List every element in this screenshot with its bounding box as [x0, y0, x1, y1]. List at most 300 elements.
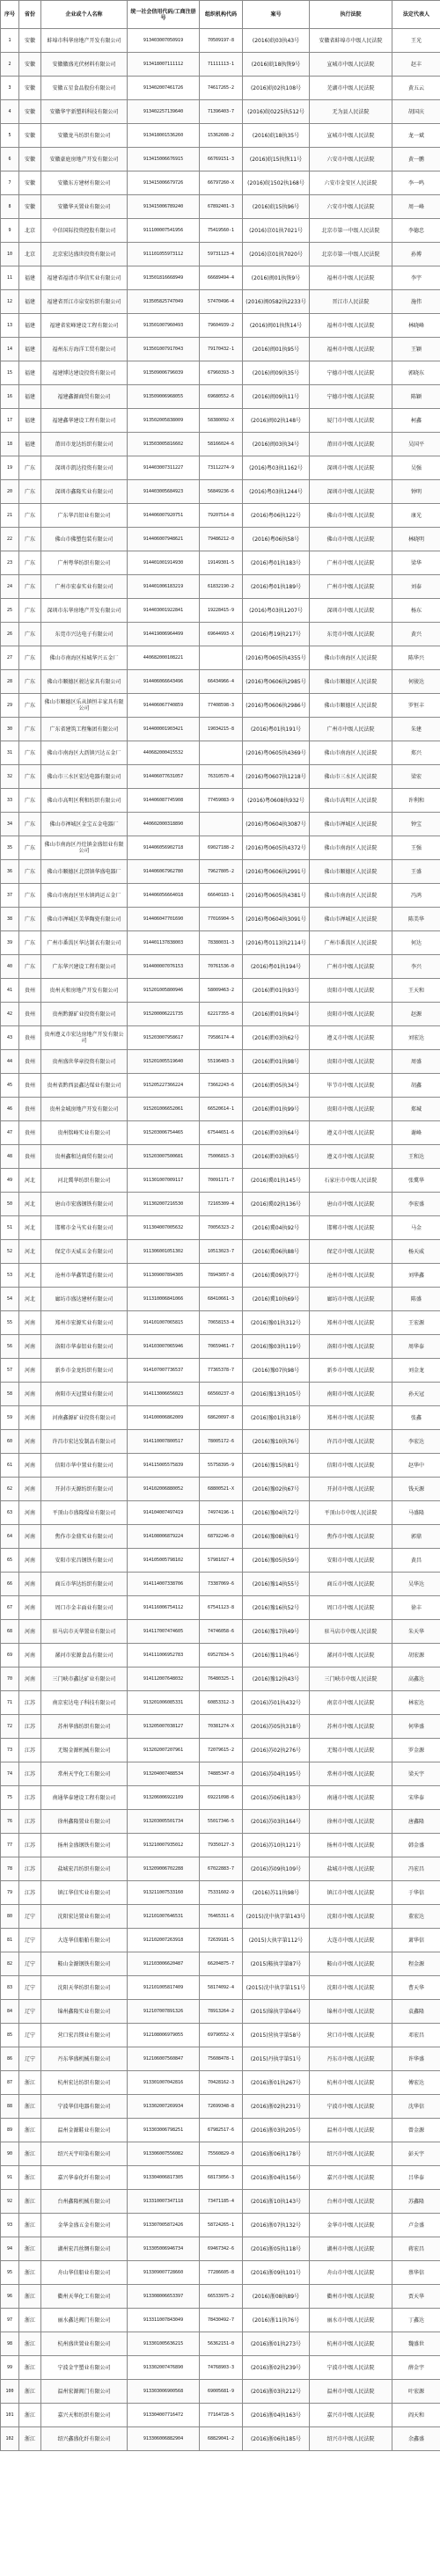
cell-court: 舟山市中级人民法院	[310, 2261, 392, 2285]
cell-court: 温州市中级人民法院	[310, 2119, 392, 2142]
cell-legal-rep: 韩金盛	[392, 1834, 440, 1857]
cell-court: 贵阳市中级人民法院	[310, 979, 392, 1003]
cell-court: 保定市中级人民法院	[310, 1240, 392, 1264]
cell-index: 69	[1, 1644, 19, 1667]
table-row	[1, 314, 440, 338]
cell-legal-rep: 蒋宏昌	[392, 2237, 440, 2261]
table-row	[1, 1169, 440, 1193]
table-row	[1, 290, 440, 314]
cell-case-number: (2016)粤0608执932号	[243, 789, 310, 813]
cell-index: 35	[1, 836, 19, 860]
table-row	[1, 646, 440, 670]
cell-org-code: 66640183-1	[200, 884, 243, 908]
cell-credit-code: 913501007960493	[128, 314, 200, 338]
cell-index: 90	[1, 2142, 19, 2166]
cell-legal-rep: 朱建	[392, 718, 440, 741]
cell-name: 广东省建筑工程集团有限公司	[41, 718, 128, 741]
cell-credit-code: 913415006676915	[128, 148, 200, 171]
cell-case-number: (2016)豫13执105号	[243, 1383, 310, 1406]
cell-legal-rep: 罗恒丰	[392, 694, 440, 718]
cell-credit-code: 913310007347118	[128, 2190, 200, 2214]
cell-credit-code: 915200006221735	[128, 1003, 200, 1026]
cell-case-number: (2016)豫01执312号	[243, 1311, 310, 1335]
cell-legal-rep: 朱天华	[392, 1620, 440, 1644]
cell-index: 25	[1, 599, 19, 623]
cell-credit-code: 914419006964499	[128, 623, 200, 646]
cell-credit-code: 914113006656023	[128, 1383, 200, 1406]
cell-credit-code: 913309007728660	[128, 2261, 200, 2285]
cell-legal-rep: 王宏源	[392, 1311, 440, 1335]
cell-credit-code: 914105005798102	[128, 1549, 200, 1573]
cell-province: 贵州	[19, 1003, 41, 1026]
cell-org-code: 62217355-8	[200, 1003, 243, 1026]
cell-legal-rep: 何达	[392, 931, 440, 955]
cell-index: 78	[1, 1857, 19, 1881]
cell-case-number: (2016)闽01执95号	[243, 338, 310, 361]
table-row	[1, 1430, 440, 1454]
cell-credit-code: 914406007948621	[128, 528, 200, 551]
table-row	[1, 1857, 440, 1881]
cell-org-code: 69644993-X	[200, 623, 243, 646]
cell-org-code: 66769151-3	[200, 148, 243, 171]
table-row	[1, 1359, 440, 1383]
cell-legal-rep: 张冀华	[392, 1169, 440, 1193]
cell-legal-rep: 周盛	[392, 1050, 440, 1074]
cell-org-code: 70659461-7	[200, 1335, 243, 1359]
cell-name: 丽水鑫达阀门有限公司	[41, 2309, 128, 2332]
cell-index: 87	[1, 2071, 19, 2095]
cell-court: 芜湖市中级人民法院	[310, 77, 392, 100]
cell-name: 安徽徽盛光伏材料有限公司	[41, 53, 128, 77]
cell-legal-rep: 董宏达	[392, 1905, 440, 1929]
cell-court: 沈阳市中级人民法院	[310, 1976, 392, 2000]
cell-name: 广东华昌铝业有限公司	[41, 504, 128, 528]
cell-court: 深圳市中级人民法院	[310, 599, 392, 623]
table-row	[1, 813, 440, 836]
cell-court: 漯河市中级人民法院	[310, 1644, 392, 1667]
cell-legal-rep: 刘华鑫	[392, 1264, 440, 1288]
cell-legal-rep: 梁天宇	[392, 1762, 440, 1786]
cell-index: 91	[1, 2166, 19, 2190]
cell-credit-code: 914102006880052	[128, 1478, 200, 1501]
cell-legal-rep: 钟明	[392, 480, 440, 504]
cell-name: 贵州遵义市宏达房地产开发有限公司	[41, 1026, 128, 1050]
cell-case-number: (2016)苏06执183号	[243, 1786, 310, 1810]
cell-court: 许昌市中级人民法院	[310, 1430, 392, 1454]
cell-index: 95	[1, 2261, 19, 2285]
cell-index: 30	[1, 718, 19, 741]
cell-credit-code: 913418001536260	[128, 124, 200, 148]
cell-org-code: 77408598-3	[200, 694, 243, 718]
cell-name: 宁波金宇塑业有限公司	[41, 2356, 128, 2380]
cell-credit-code: 914406067740859	[128, 694, 200, 718]
cell-province: 安徽	[19, 148, 41, 171]
cell-court: 贵阳市中级人民法院	[310, 1098, 392, 1121]
cell-province: 河北	[19, 1216, 41, 1240]
cell-org-code: 55017346-5	[200, 1810, 243, 1834]
cell-name: 大连华信船舶有限公司	[41, 1929, 128, 1952]
cell-legal-rep: 郭晓东	[392, 361, 440, 385]
cell-province: 贵州	[19, 1050, 41, 1074]
cell-name: 福建省宏峰建设工程有限公司	[41, 314, 128, 338]
cell-case-number: (2016)粤0605执4369号	[243, 741, 310, 765]
cell-case-number: (2016)粤19执217号	[243, 623, 310, 646]
cell-legal-rep: 张鑫	[392, 1406, 440, 1430]
cell-province: 浙江	[19, 2380, 41, 2404]
cell-credit-code: 912101007646531	[128, 1905, 200, 1929]
cell-legal-rep: 黄一鹏	[392, 148, 440, 171]
cell-court: 深圳市中级人民法院	[310, 480, 392, 504]
table-row	[1, 1288, 440, 1311]
cell-name: 南京宏达电子科技有限公司	[41, 1691, 128, 1715]
cell-province: 贵州	[19, 1121, 41, 1145]
cell-province: 广东	[19, 599, 41, 623]
cell-index: 77	[1, 1834, 19, 1857]
cell-index: 19	[1, 456, 19, 480]
table-row	[1, 1810, 440, 1834]
col-header-court: 执行法院	[310, 1, 392, 29]
cell-case-number: (2016)闽02执148号	[243, 409, 310, 433]
cell-court: 广州市中级人民法院	[310, 551, 392, 575]
cell-credit-code: 914401001914930	[128, 551, 200, 575]
table-row	[1, 1098, 440, 1121]
cell-index: 85	[1, 2024, 19, 2047]
cell-court: 深圳市中级人民法院	[310, 456, 392, 480]
cell-index: 81	[1, 1929, 19, 1952]
cell-legal-rep: 马金	[392, 1216, 440, 1240]
table-row	[1, 456, 440, 480]
cell-case-number: (2016)冀01执145号	[243, 1169, 310, 1193]
cell-index: 58	[1, 1383, 19, 1406]
cell-credit-code: 914406066643496	[128, 670, 200, 694]
cell-case-number: (2016)苏05执318号	[243, 1715, 310, 1739]
cell-index: 73	[1, 1739, 19, 1762]
cell-legal-rep: 林宏达	[392, 1691, 440, 1715]
cell-legal-rep: 余鑫盛	[392, 2427, 440, 2451]
cell-name: 深圳市凯达投资有限公司	[41, 456, 128, 480]
cell-legal-rep: 程金源	[392, 1952, 440, 1976]
table-row	[1, 1454, 440, 1478]
cell-name: 无锡金源机械有限公司	[41, 1739, 128, 1762]
cell-org-code	[200, 813, 243, 836]
cell-org-code: 79170432-1	[200, 338, 243, 361]
cell-credit-code: 914116006754112	[128, 1596, 200, 1620]
cell-legal-rep: 曾金源	[392, 2119, 440, 2142]
cell-legal-rep: 苏鑫隆	[392, 2190, 440, 2214]
cell-province: 河北	[19, 1169, 41, 1193]
cell-org-code: 75419560-1	[200, 219, 243, 243]
cell-index: 41	[1, 979, 19, 1003]
cell-legal-rep: 吴国平	[392, 433, 440, 456]
cell-name: 中信国际投资控股有限公司	[41, 219, 128, 243]
cell-case-number: (2016)京01执7020号	[243, 243, 310, 266]
cell-credit-code: 914100006862009	[128, 1406, 200, 1430]
cell-name: 佛山市南海区桂城华兴五金厂	[41, 646, 128, 670]
cell-org-code: 66533975-2	[200, 2285, 243, 2309]
cell-case-number: (2016)苏03执164号	[243, 1810, 310, 1834]
cell-name: 安徽华天置业有限公司	[41, 195, 128, 219]
cell-credit-code: 912108006979055	[128, 2024, 200, 2047]
cell-index: 10	[1, 243, 19, 266]
table-row	[1, 2356, 440, 2380]
table-row	[1, 2142, 440, 2166]
table-row	[1, 2095, 440, 2119]
cell-org-code: 76480325-1	[200, 1667, 243, 1691]
cell-court: 杭州市中级人民法院	[310, 2071, 392, 2095]
cell-province: 浙江	[19, 2356, 41, 2380]
cell-index: 50	[1, 1193, 19, 1216]
cell-index: 27	[1, 646, 19, 670]
cell-court: 金华市中级人民法院	[310, 2214, 392, 2237]
cell-org-code: 70091171-7	[200, 1169, 243, 1193]
cell-case-number: (2016)粤03执1162号	[243, 456, 310, 480]
cell-index: 7	[1, 171, 19, 195]
cell-org-code: 58166024-6	[200, 433, 243, 456]
cell-name: 深圳市鑫隆实业有限公司	[41, 480, 128, 504]
cell-org-code: 79627805-2	[200, 860, 243, 884]
cell-org-code: 71111113-1	[200, 53, 243, 77]
cell-province: 浙江	[19, 2309, 41, 2332]
cell-court: 无为县人民法院	[310, 100, 392, 124]
cell-org-code: 60853312-3	[200, 1691, 243, 1715]
cell-province: 辽宁	[19, 1976, 41, 2000]
cell-credit-code: 911301007009117	[128, 1169, 200, 1193]
cell-case-number: (2016)粤01执183号	[243, 551, 310, 575]
cell-credit-code: 913211007533160	[128, 1881, 200, 1905]
cell-court: 遵义市中级人民法院	[310, 1121, 392, 1145]
cell-court: 沈阳市中级人民法院	[310, 1905, 392, 1929]
cell-legal-rep: 康光	[392, 504, 440, 528]
cell-case-number: (2016)浙07执132号	[243, 2214, 310, 2237]
cell-name: 扬州金盛钢铁有限公司	[41, 1834, 128, 1857]
cell-index: 97	[1, 2309, 19, 2332]
cell-legal-rep: 曹天华	[392, 1976, 440, 2000]
cell-case-number: (2016)粤06执122号	[243, 504, 310, 528]
cell-index: 93	[1, 2214, 19, 2237]
cell-court: 宁德市中级人民法院	[310, 385, 392, 409]
cell-legal-rep: 陈美华	[392, 908, 440, 931]
cell-org-code: 77286605-8	[200, 2261, 243, 2285]
cell-province: 江苏	[19, 1881, 41, 1905]
cell-case-number: (2016)皖18执恢9号	[243, 53, 310, 77]
cell-index: 32	[1, 765, 19, 789]
cell-legal-rep: 胡鑫	[392, 1074, 440, 1098]
cell-credit-code: 914406056902718	[128, 836, 200, 860]
cell-org-code: 75006815-3	[200, 1145, 243, 1169]
cell-index: 21	[1, 504, 19, 528]
cell-province: 浙江	[19, 2166, 41, 2190]
cell-index: 38	[1, 908, 19, 931]
table-row	[1, 1003, 440, 1026]
cell-case-number: (2016)苏02执276号	[243, 1739, 310, 1762]
cell-name: 福建鑫华建设工程有限公司	[41, 409, 128, 433]
col-header-org-code: 组织机构代码	[200, 1, 243, 29]
cell-province: 浙江	[19, 2119, 41, 2142]
table-row	[1, 1762, 440, 1786]
table-body	[1, 29, 440, 2451]
cell-credit-code: 913202007207961	[128, 1739, 200, 1762]
cell-legal-rep: 李宇	[392, 266, 440, 290]
col-header-credit-code: 统一社会信用代码/工商注册号	[128, 1, 200, 29]
table-row	[1, 1834, 440, 1857]
cell-court: 苏州市中级人民法院	[310, 1715, 392, 1739]
table-row	[1, 2404, 440, 2427]
cell-province: 广东	[19, 480, 41, 504]
cell-case-number: (2016)冀04执92号	[243, 1216, 310, 1240]
cell-index: 68	[1, 1620, 19, 1644]
cell-case-number: (2016)粤01执189号	[243, 575, 310, 599]
cell-name: 广州市宏泰实业有限公司	[41, 575, 128, 599]
cell-index: 16	[1, 385, 19, 409]
table-row	[1, 551, 440, 575]
cell-legal-rep: 王强	[392, 836, 440, 860]
cell-court: 嘉兴市中级人民法院	[310, 2166, 392, 2190]
table-row	[1, 1952, 440, 1976]
cell-name: 舟山华信船业有限公司	[41, 2261, 128, 2285]
cell-index: 4	[1, 100, 19, 124]
cell-org-code: 68792246-0	[200, 1525, 243, 1549]
cell-credit-code: 913304007716472	[128, 2404, 200, 2427]
cell-org-code: 74768903-3	[200, 2356, 243, 2380]
cell-case-number: (2016)皖15执恢11号	[243, 148, 310, 171]
cell-name: 安阳市宏昌钢铁有限公司	[41, 1549, 128, 1573]
cell-case-number: (2016)浙06执178号	[243, 2142, 310, 2166]
cell-credit-code: 913509006796039	[128, 361, 200, 385]
cell-name: 福建省晋江市泉安纺织有限公司	[41, 290, 128, 314]
table-row	[1, 860, 440, 884]
cell-org-code: 79207514-8	[200, 504, 243, 528]
cell-credit-code: 913501007917043	[128, 338, 200, 361]
cell-court: 商丘市中级人民法院	[310, 1573, 392, 1596]
table-row	[1, 1691, 440, 1715]
cell-credit-code: 440682000415532	[128, 741, 200, 765]
cell-credit-code: 912107007891326	[128, 2000, 200, 2024]
cell-org-code: 70509197-8	[200, 29, 243, 53]
cell-name: 嘉兴天和纺织有限公司	[41, 2404, 128, 2427]
table-row	[1, 1549, 440, 1573]
cell-org-code: 67541123-8	[200, 1596, 243, 1620]
cell-province: 河南	[19, 1620, 41, 1644]
cell-province: 河南	[19, 1501, 41, 1525]
cell-legal-rep: 吴华达	[392, 1573, 440, 1596]
cell-case-number: (2016)黔01执94号	[243, 1003, 310, 1026]
cell-credit-code: 911304007005632	[128, 1216, 200, 1240]
cell-credit-code: 914400001903421	[128, 718, 200, 741]
cell-credit-code: 912106007560847	[128, 2047, 200, 2071]
cell-province: 贵州	[19, 979, 41, 1003]
cell-province: 河南	[19, 1383, 41, 1406]
cell-case-number: (2016)浙04执156号	[243, 2166, 310, 2190]
cell-index: 74	[1, 1762, 19, 1786]
cell-province: 江苏	[19, 1762, 41, 1786]
cell-court: 扬州市中级人民法院	[310, 1834, 392, 1857]
cell-case-number: (2016)粤0605执4355号	[243, 646, 310, 670]
cell-name: 佛山市三水区宏达电器有限公司	[41, 765, 128, 789]
cell-court: 大连市中级人民法院	[310, 1929, 392, 1952]
cell-legal-rep: 卢金盛	[392, 2214, 440, 2237]
cell-court: 佛山市顺德区人民法院	[310, 694, 392, 718]
cell-org-code: 74885347-0	[200, 1762, 243, 1786]
cell-province: 广东	[19, 528, 41, 551]
cell-province: 浙江	[19, 2071, 41, 2095]
cell-case-number: (2016)豫16执52号	[243, 1596, 310, 1620]
cell-province: 广东	[19, 646, 41, 670]
cell-province: 浙江	[19, 2332, 41, 2356]
cell-credit-code: 913303006900568	[128, 2380, 200, 2404]
cell-credit-code: 914117007474605	[128, 1620, 200, 1644]
cell-legal-rep: 龙一斌	[392, 124, 440, 148]
cell-legal-rep: 王天和	[392, 979, 440, 1003]
cell-court: 徐州市中级人民法院	[310, 1810, 392, 1834]
cell-org-code: 79486212-0	[200, 528, 243, 551]
cell-court: 沧州市中级人民法院	[310, 1264, 392, 1288]
cell-legal-rep: 杨东	[392, 599, 440, 623]
cell-case-number: (2016)皖18执35号	[243, 124, 310, 148]
cell-name: 三门峡市鑫达矿业有限公司	[41, 1667, 128, 1691]
cell-credit-code: 915203007958617	[128, 1026, 200, 1050]
cell-index: 24	[1, 575, 19, 599]
cell-index: 6	[1, 148, 19, 171]
cell-credit-code: 913209006702288	[128, 1857, 200, 1881]
cell-legal-rep: 赵华中	[392, 1454, 440, 1478]
cell-court: 六安市金安区人民法院	[310, 171, 392, 195]
cell-court: 遵义市中级人民法院	[310, 1026, 392, 1050]
cell-index: 82	[1, 1952, 19, 1976]
cell-index: 8	[1, 195, 19, 219]
cell-province: 福建	[19, 433, 41, 456]
cell-court: 洛阳市中级人民法院	[310, 1335, 392, 1359]
cell-case-number: (2016)冀10执69号	[243, 1288, 310, 1311]
cell-name: 杭州宏达纺织有限公司	[41, 2071, 128, 2095]
cell-name: 鞍山金源钢铁有限公司	[41, 1952, 128, 1976]
cell-province: 安徽	[19, 124, 41, 148]
cell-credit-code: 912101005817409	[128, 1976, 200, 2000]
cell-province: 广东	[19, 718, 41, 741]
cell-court: 六安市中级人民法院	[310, 195, 392, 219]
cell-court: 周口市中级人民法院	[310, 1596, 392, 1620]
cell-legal-rep: 施伟	[392, 290, 440, 314]
table-row	[1, 836, 440, 860]
table-row	[1, 1311, 440, 1335]
cell-org-code: 67892401-3	[200, 195, 243, 219]
cell-case-number: (2016)苏09执109号	[243, 1857, 310, 1881]
table-row	[1, 623, 440, 646]
cell-index: 23	[1, 551, 19, 575]
cell-case-number: (2016)皖03执43号	[243, 29, 310, 53]
cell-province: 广东	[19, 504, 41, 528]
table-row	[1, 29, 440, 53]
cell-court: 佛山市中级人民法院	[310, 528, 392, 551]
cell-case-number: (2015)丹执字第51号	[243, 2047, 310, 2071]
table-row	[1, 694, 440, 718]
cell-index: 76	[1, 1810, 19, 1834]
cell-court: 佛山市高明区人民法院	[310, 789, 392, 813]
cell-court: 常州市中级人民法院	[310, 1762, 392, 1786]
table-row	[1, 2309, 440, 2332]
cell-province: 广东	[19, 456, 41, 480]
cell-name: 河南鑫源矿业投资有限公司	[41, 1406, 128, 1430]
cell-name: 驻马店市天华置业有限公司	[41, 1620, 128, 1644]
table-row	[1, 338, 440, 361]
cell-province: 江苏	[19, 1786, 41, 1810]
cell-case-number: (2016)粤01执191号	[243, 718, 310, 741]
cell-legal-rep: 杨天威	[392, 1240, 440, 1264]
cell-province: 浙江	[19, 2261, 41, 2285]
cell-case-number: (2015)沈中执字第143号	[243, 1905, 310, 1929]
cell-org-code: 67544651-6	[200, 1121, 243, 1145]
cell-name: 莆田市龙达纺织有限公司	[41, 433, 128, 456]
cell-legal-rep: 薛金宇	[392, 2356, 440, 2380]
